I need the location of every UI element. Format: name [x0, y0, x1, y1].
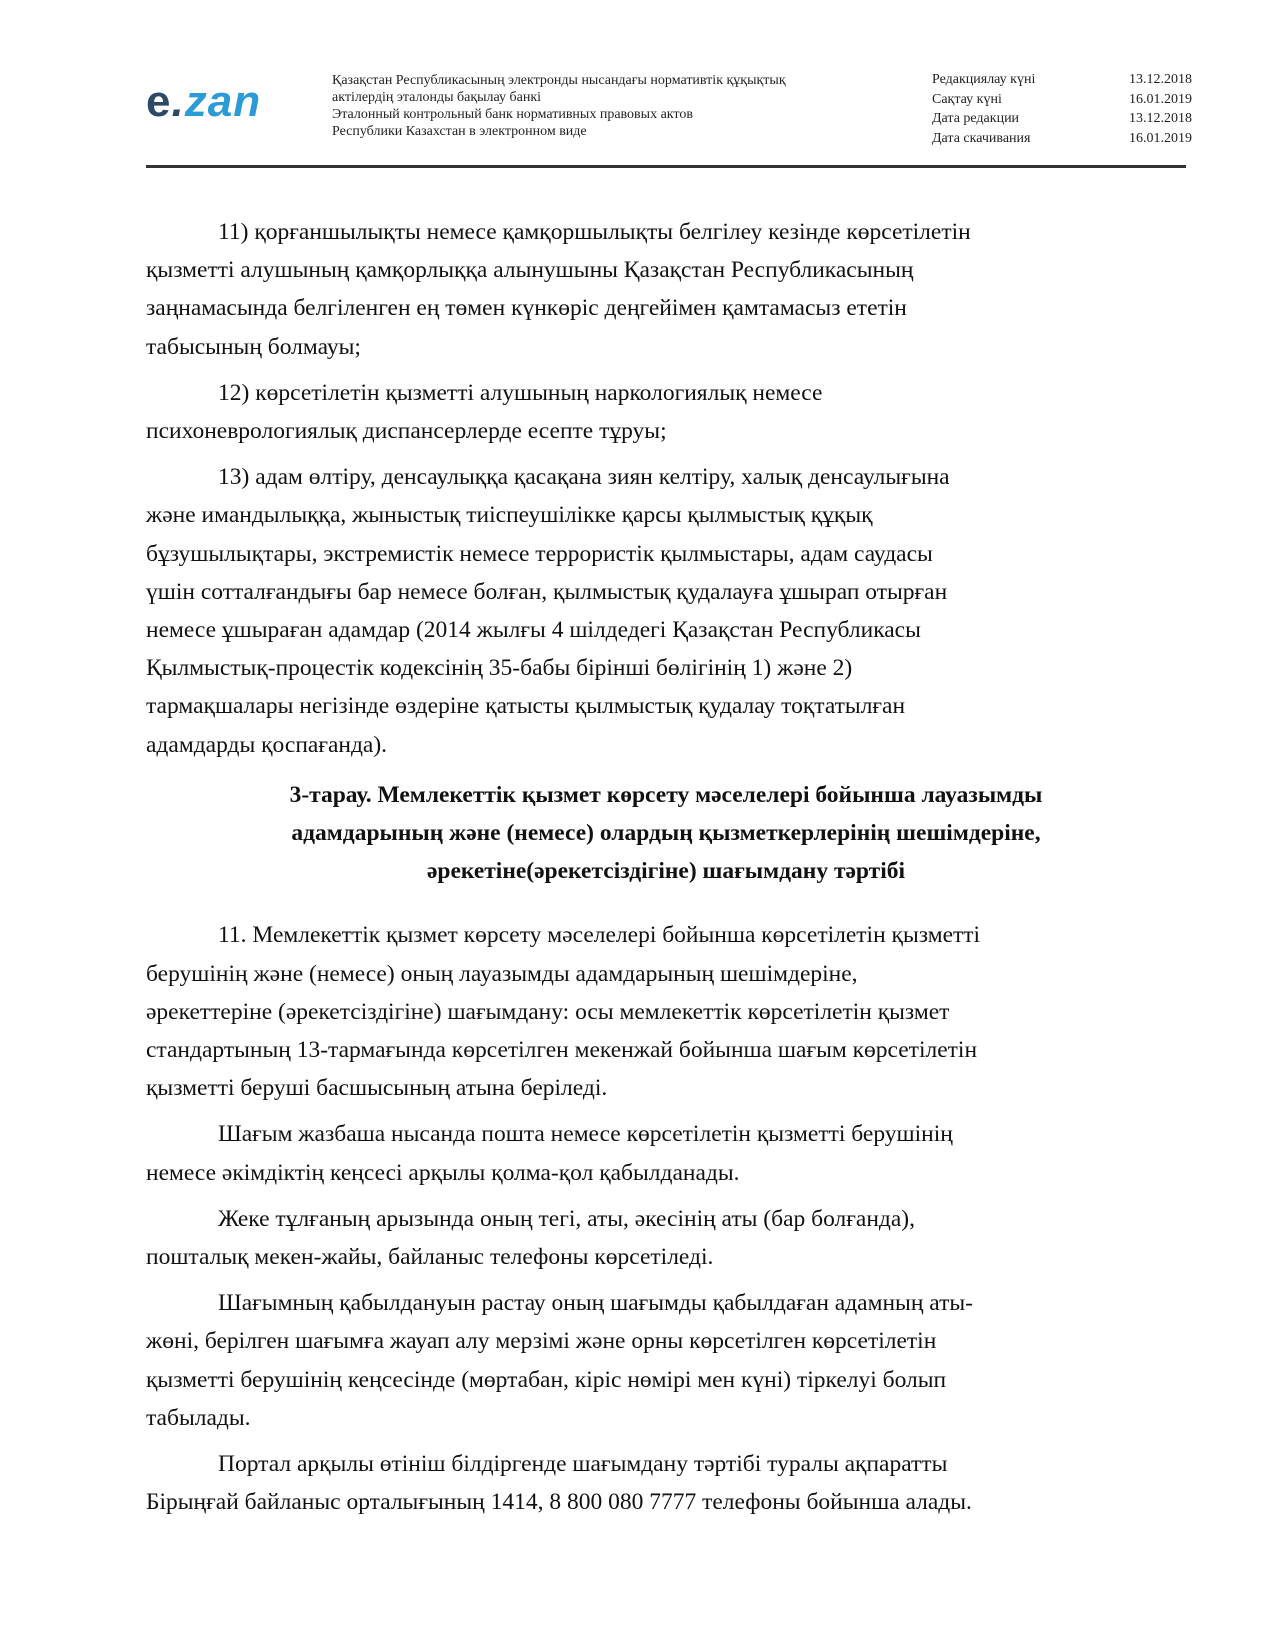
chapter-3-heading [146, 776, 1176, 891]
ezan-logo[interactable] [146, 77, 262, 126]
paragraph-applicant-details [146, 1200, 1176, 1276]
paragraph-item-12 [146, 374, 1176, 450]
text-line: қызметті алушының қамқорлыққа алынушыны Қазақстан Республикасының [146, 257, 914, 284]
header-description [332, 72, 892, 140]
heading-line: адамдарының және (немесе) олардың қызметкерлерінің шешімдеріне, [291, 820, 1041, 847]
text-line: 11. Мемлекеттік қызмет көрсету мәселелері бойынша көрсетілетін қызметті [218, 922, 981, 949]
text-line: пошталық мекен-жайы, байланыс телефоны көрсетіледі. [146, 1244, 714, 1271]
header-meta [932, 70, 1192, 148]
logo-e: e [146, 77, 172, 126]
paragraph-complaint-form [146, 1115, 1176, 1191]
text-line: Жеке тұлғаның арызында оның тегі, аты, әкесінің аты (бар болғанда), [218, 1205, 916, 1232]
meta-value: 13.12.2018 [1129, 111, 1192, 126]
text-line: үшін сотталғандығы бар немесе болған, қылмыстық қудалауға ұшырап отырған [146, 578, 948, 605]
document-body [146, 213, 1176, 1530]
header-description-line: Республики Казахстан в электронном виде [332, 124, 587, 139]
paragraph-clause-11 [146, 916, 1176, 1107]
meta-value: 16.01.2019 [1129, 130, 1192, 146]
header-description-line: актілердің эталонды бақылау банкі [332, 90, 542, 105]
meta-label: Дата редакции [932, 111, 1020, 126]
text-line: әрекеттеріне (әрекетсіздігіне) шағымдану: осы мемлекеттік көрсетілетін қызмет [146, 998, 950, 1025]
text-line: 13) адам өлтіру, денсаулыққа қасақана зиян келтіру, халық денсаулығына [218, 464, 950, 491]
heading-line: әрекетіне(әрекетсіздігіне) шағымдану тәртібі [426, 858, 906, 885]
text-line: қызметті беруші басшысының атына беріледі. [146, 1075, 608, 1102]
paragraph-complaint-confirmation [146, 1284, 1176, 1437]
text-line: Портал арқылы өтініш білдіргенде шағымдану тәртібі туралы ақпаратты [218, 1451, 948, 1478]
heading-line: 3-тарау. Мемлекеттік қызмет көрсету мәселелері бойынша лауазымды [289, 781, 1043, 808]
meta-label: Дата скачивания [932, 130, 1031, 146]
paragraph-item-13 [146, 458, 1176, 764]
text-line: Қылмыстық-процестік кодексінің 35-бабы бірінші бөлігінің 1) және 2) [146, 655, 853, 682]
text-line: немесе ұшыраған адамдар (2014 жылғы 4 шілдедегі Қазақстан Республикасы [146, 617, 921, 644]
meta-row-edit-date-kz [932, 70, 1192, 90]
text-line: табылады. [146, 1404, 251, 1431]
text-line: немесе әкімдіктің кеңсесі арқылы қолма-қол қабылданады. [146, 1159, 740, 1186]
meta-value: 13.12.2018 [1129, 72, 1192, 87]
meta-value: 16.01.2019 [1129, 91, 1192, 107]
text-line: берушінің және (немесе) оның лауазымды адамдарының шешімдеріне, [146, 960, 858, 987]
paragraph-item-11 [146, 213, 1176, 366]
logo-zan: zan [184, 77, 262, 126]
header-description-line: Эталонный контрольный банк нормативных правовых актов [332, 107, 693, 122]
text-line: 11) қорғаншылықты немесе қамқоршылықты белгілеу кезінде көрсетілетін [218, 219, 971, 245]
text-line: жөні, берілген шағымға жауап алу мерзімі және орны көрсетілген көрсетілетін [146, 1328, 937, 1355]
text-line: және имандылыққа, жыныстық тиіспеушілікке қарсы қылмыстық құқық [146, 502, 873, 529]
text-line: Шағымның қабылдануын растау оның шағымды қабылдаған адамның аты- [218, 1290, 974, 1317]
meta-label: Сақтау күні [932, 91, 1002, 107]
text-line: заңнамасында белгіленген ең төмен күнкөріс деңгейімен қамтамасыз ететін [146, 295, 907, 322]
text-line: бұзушылықтары, экстремистік немесе террористік қылмыстары, адам саудасы [146, 540, 933, 567]
logo-dot: . [171, 77, 185, 126]
text-line: қызметті берушінің кеңсесінде (мөртабан, кіріс нөмірі мен күні) тіркелуі болып [146, 1366, 947, 1393]
meta-row-download-date-ru [932, 129, 1192, 149]
text-line: Бірыңғай байланыс орталығының 1414, 8 800 080 7777 телефоны бойынша алады. [146, 1489, 972, 1516]
meta-label: Редакциялау күні [932, 72, 1036, 87]
document-header [146, 64, 1192, 164]
text-line: адамдарды қоспағанда). [146, 731, 388, 758]
meta-row-edit-date-ru [932, 109, 1192, 129]
header-divider [146, 165, 1186, 168]
text-line: 12) көрсетілетін қызметті алушының наркологиялық немесе [218, 379, 823, 406]
text-line: Шағым жазбаша нысанда пошта немесе көрсетілетін қызметті берушінің [218, 1121, 953, 1148]
text-line: психоневрологиялық диспансерлерде есепте тұруы; [146, 418, 667, 445]
header-description-line: Қазақстан Республикасының электронды нысандағы нормативтік құқықтық [332, 73, 786, 88]
paragraph-portal-info [146, 1445, 1176, 1521]
text-line: табысының болмауы; [146, 333, 361, 360]
text-line: стандартының 13-тармағында көрсетілген мекенжай бойынша шағым көрсетілетін [146, 1037, 978, 1064]
meta-row-save-date-kz [932, 90, 1192, 110]
text-line: тармақшалары негізінде өздеріне қатысты қылмыстық қудалау тоқтатылған [146, 693, 906, 720]
